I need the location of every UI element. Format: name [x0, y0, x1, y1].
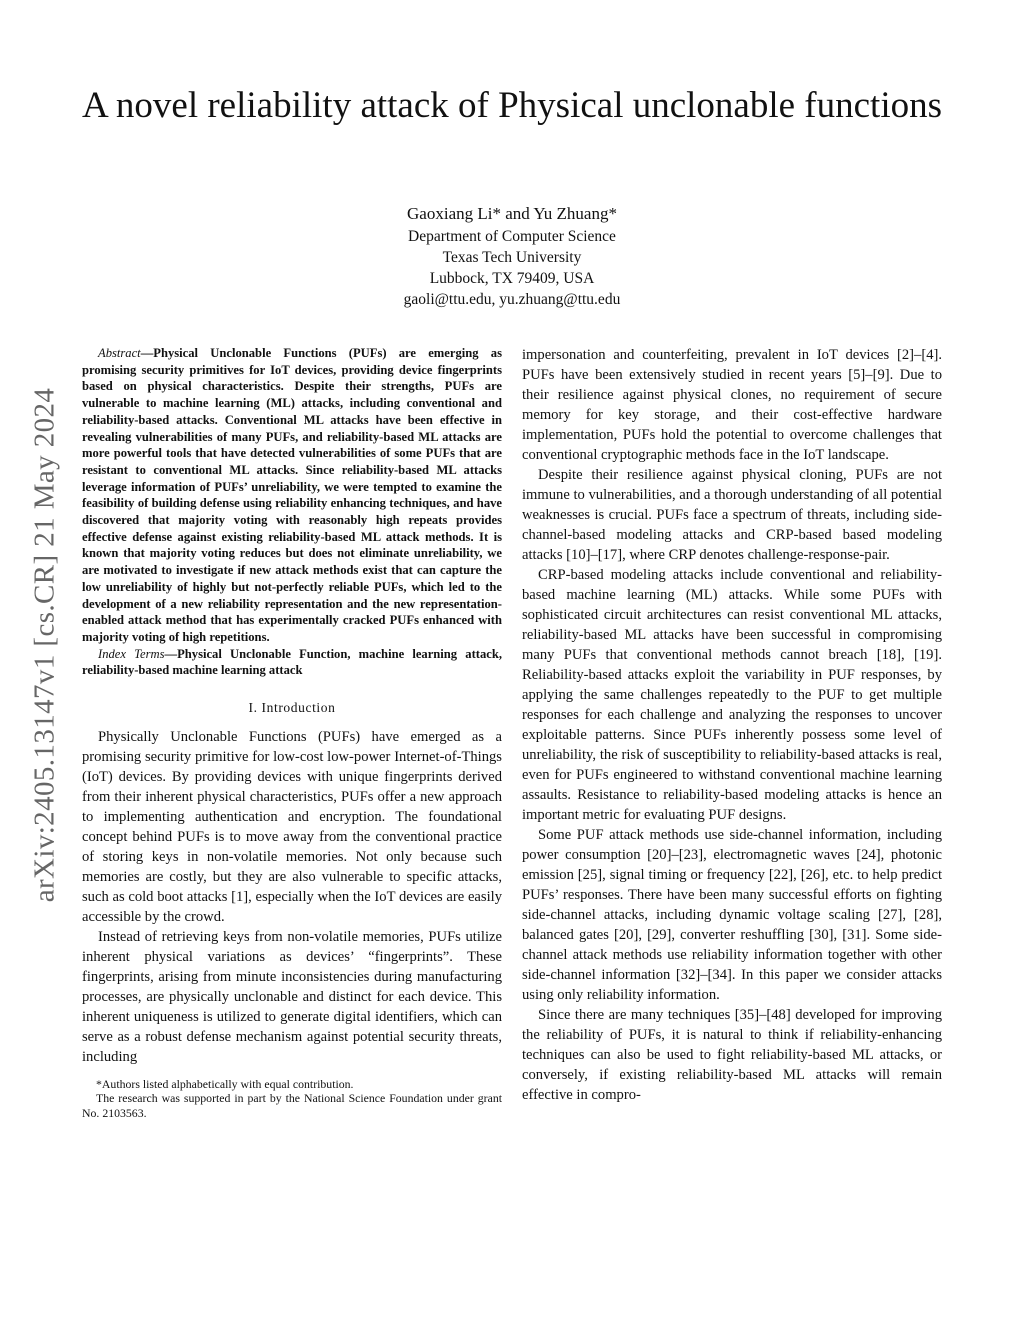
- left-column: [82, 345, 502, 1120]
- body-paragraph: Despite their resilience against physical cloning, PUFs are not immune to vulnerabilities, and a thorough understanding of all potential weaknesses is crucial. PUFs face a spectrum of threats, including side-channel-based modeling attacks and CRP-based based modeling attacks [10]–[17], where CRP denotes challenge-response-pair.: [522, 467, 942, 563]
- body-paragraph: Some PUF attack methods use side-channel information, including power consumption [20]–[23], electromagnetic waves [24], photonic emission [25], signal timing or frequency [22], [26], etc. to help predict PUFs’ responses. There have been many successful efforts on fighting side-channel attacks, including dynamic voltage scaling [27], [28], balanced gates [20], [29], converter reshuffling [30], [31]. Some side-channel attack methods use reliability information together with other side-channel information [32]–[34]. In this paper we consider attacks using only reliability information.: [522, 827, 942, 1003]
- footnote-funding: The research was supported in part by the National Science Foundation under grant No. 2103563.: [82, 1091, 502, 1120]
- body-paragraph: CRP-based modeling attacks include conventional and reliability-based machine learning (ML) attacks. While some PUFs with sophisticated circuit architectures can resist conventional ML attacks, reliability-based ML attacks have been successful in compromising many PUFs that conventional methods cannot breach [18], [19]. Reliability-based attacks exploit the variability in PUF responses, by applying the same challenges repeatedly to the PUF to get multiple responses for each challenge and analyzing the responses to uncover exploitable patterns. Since PUFs inherently possess some level of unreliability, the risk of susceptibility to reliability-based attacks is real, even for PUFs engineered to withstand conventional machine learning assaults. Resistance to reliability-based modeling attacks is hence an important metric for evaluating PUF designs.: [522, 567, 942, 823]
- body-paragraph: Instead of retrieving keys from non-volatile memories, PUFs utilize inherent physical variations as devices’ “fingerprints”. These fingerprints, arising from minute inconsistencies during manufacturing processes, are physically unclonable and distinct for each device. This inherent uniqueness is utilized to generate digital identifiers, which can serve as a robust defense mechanism against potential security threats, including: [82, 929, 502, 1066]
- right-column: [522, 345, 942, 1105]
- index-terms-text: —Physical Unclonable Function, machine learning attack, reliability-based machine learning attack: [82, 646, 503, 678]
- paper-title: A novel reliability attack of Physical unclonable functions: [81, 85, 943, 126]
- abstract: [82, 345, 502, 646]
- author-names: Gaoxiang Li* and Yu Zhuang*: [407, 204, 617, 223]
- body-paragraph: impersonation and counterfeiting, prevalent in IoT devices [2]–[4]. PUFs have been extensively studied in recent years [5]–[9]. Due to their resilience against physical clones, no requirement of secure memory for key storage, and their cost-effective hardware implementation, PUFs hold the potential to overcome challenges that conventional cryptographic methods face in the IoT landscape.: [522, 347, 942, 463]
- author-department: Department of Computer Science: [408, 228, 616, 245]
- section-heading-introduction: I. Introduction: [248, 700, 336, 716]
- index-terms-label: Index Terms: [98, 646, 165, 661]
- author-address: Lubbock, TX 79409, USA: [429, 270, 595, 287]
- index-terms: [82, 646, 502, 679]
- abstract-label: Abstract: [98, 346, 141, 360]
- arxiv-identifier-text: arXiv:2405.13147v1 [cs.CR] 21 May 2024: [28, 387, 61, 903]
- arxiv-identifier: [30, 345, 60, 945]
- footnote-equal-contribution: *Authors listed alphabetically with equal contribution.: [96, 1077, 354, 1092]
- body-paragraph: Since there are many techniques [35]–[48] developed for improving the reliability of PUFs, it is natural to think if reliability-enhancing techniques can also be used to fight reliability-based ML attacks, or conversely, if existing reliability-based ML attacks will remain effective in compro-: [522, 1007, 942, 1103]
- body-paragraph: Physically Unclonable Functions (PUFs) have emerged as a promising security primitive for low-cost low-power Internet-of-Things (IoT) devices. By providing devices with unique fingerprints derived from their inherent physical characteristics, PUFs offer a new approach to implementing authentication and encryption. The foundational concept behind PUFs is to move away from the conventional practice of storing keys in non-volatile memories. Not only because such memories are costly, but they are also vulnerable to specific attacks, such as cold boot attacks [1], especially when the IoT devices are easily accessible by the crowd.: [82, 729, 502, 926]
- author-university: Texas Tech University: [442, 249, 582, 266]
- abstract-text: —Physical Unclonable Functions (PUFs) are emerging as promising security primitives for IoT devices, providing device fingerprints based on physical characteristics. Despite their strengths, PUFs are vulnerable to machine learning (ML) attacks, including conventional and reliability-based attacks. Conventional ML attacks have been effective in revealing vulnerabilities of many PUFs, and reliability-based ML attacks are more powerful tools that have detected vulnerabilities of some PUFs that are resistant to conventional ML attacks. Since reliability-based ML attacks leverage information of PUFs’ unreliability, we were tempted to examine the feasibility of building defense using reliability enhancing techniques, and have discovered that majority voting with reasonably high repeats provides effective defense against existing reliability-based ML attack methods. It is known that majority voting reduces but does not eliminate unreliability, we are motivated to investigate if new attack methods exist that can capture the low unreliability of highly but not-perfectly reliable PUFs, which led to the development of a new reliability representation and the new representation-enabled attack method that has experimentally cracked PUFs enhanced with majority voting of high repetitions.: [82, 346, 502, 644]
- author-block: [200, 203, 824, 310]
- author-emails: gaoli@ttu.edu, yu.zhuang@ttu.edu: [403, 291, 621, 308]
